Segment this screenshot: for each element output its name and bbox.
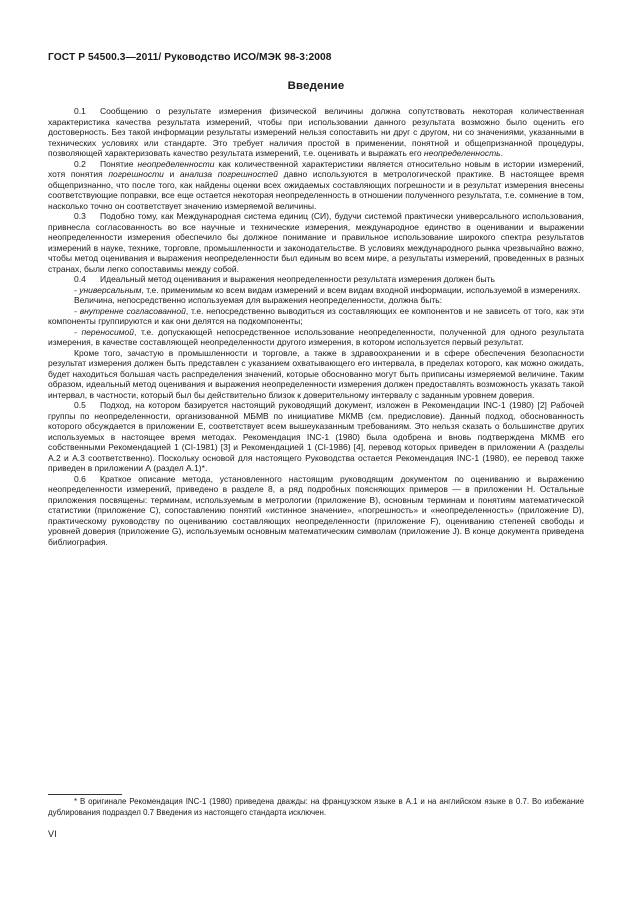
italic-term: погрешности <box>108 169 164 179</box>
clause-number: 0.5 <box>74 400 86 410</box>
italic-term: - переносимой <box>74 326 134 337</box>
clause-number: 0.2 <box>74 158 86 169</box>
italic-term: неопределенности <box>137 158 215 169</box>
italic-term: анализа погрешностей <box>179 169 278 179</box>
paragraph-text: как количественной характеристики является относительно новым в истории измерений, хотя понятия <box>48 158 584 179</box>
paragraph-text: Величина, непосредственно используемая для выражения неопределенности, должна быть: <box>74 295 443 305</box>
paragraph-consistent <box>48 306 584 327</box>
paragraph-0-4 <box>48 274 584 285</box>
paragraph-0-5 <box>48 400 584 474</box>
paragraph-text: и <box>163 169 180 179</box>
paragraph-transferable <box>48 327 584 348</box>
paragraph-text: Идеальный метод оценивания и выражения неопределенности результата измерения должен быть <box>100 274 495 284</box>
italic-term: неопределенность <box>423 148 501 158</box>
paragraph-universal <box>48 285 584 296</box>
paragraph-text: Краткое описание метода, установленного настоящим руководящим документом по оцениванию и выражению неопределенности измерений, приведено в разделе 8, а ряд подробных поясняющих примеров — в приложении Н. Остальные приложения посвящены: терминам, используемым в метрологии (приложение В), основным терминам и понятиям математической статистики (приложение С), сопоставлению понятий «истинное значение», «погрешность» и «неопределенность» (приложение D), практическому руководству по оцениванию составляющих неопределенности (приложение F), оцениванию степеней свободы и уровней доверия (приложение G), используемым основным математическим символам (приложение J). В конце документа приведена библиография. <box>48 473 584 547</box>
clause-number: 0.4 <box>74 274 86 284</box>
paragraph-0-1 <box>48 106 584 159</box>
clause-number: 0.6 <box>74 473 86 484</box>
footnote: * В оригинале Рекомендация INC-1 (1980) приведена дважды: на французском языке в А.1 и на английском языке в 0.7. Во избежание дублирования подраздел 0.7 Введения из настоящего стандарта исключен. <box>48 797 584 817</box>
page-number: VI <box>48 829 58 839</box>
paragraph-0-6 <box>48 474 584 548</box>
italic-term: - универсальным <box>74 284 142 295</box>
paragraph-text: , т.е. допускающей непосредственное использование неопределенности, полученной для одного результата измерения, в качестве составляющей неопределенности другого измерения, в котором используется первый результат. <box>48 326 584 347</box>
clause-number: 0.3 <box>74 211 86 221</box>
paragraph-0-3 <box>48 211 584 274</box>
paragraph-text: Кроме того, зачастую в промышленности и торговле, а также в здравоохранении и в сфере обеспечения безопасности результат измерения должен быть представлен с указанием охватывающего его интервала, в пределах которого, как можно ожидать, будет находиться большая часть распределения значений, которые обоснованно могут быть приписаны измеряемой величине. Таким образом, идеальный метод оценивания и выражения неопределенности измерения должен предоставлять возможность указать такой интервал, в частности, который был бы действительно близок к доверительному интервалу с заданным уровнем доверия. <box>48 347 584 400</box>
section-title: Введение <box>287 80 345 92</box>
paragraph-text: . <box>500 148 504 158</box>
paragraph-text: , т.е. непосредственно выводиться из составляющих ее компонентов и не зависеть от того, как эти компоненты группируются и как они делятся на подкомпоненты; <box>48 305 584 326</box>
paragraph-text: , т.е. применимым ко всем видам измерений и всем видам входной информации, используемой в измерениях. <box>141 284 581 295</box>
paragraph-0-2 <box>48 159 584 212</box>
paragraph-text: давно используются в метрологической практике. В настоящее время общепризнанно, что после того, как найдены оценки всех ожидаемых составляющих погрешности и в результат измерения внесены соответствующие поправки, все еще остается некоторая неопределенность в отношении полученного результата, т.е. сомнение в том, насколько точно он соответствует значению измеряемой величины. <box>48 169 584 211</box>
document-body <box>48 106 584 547</box>
paragraph-interval <box>48 348 584 401</box>
paragraph-text: Подобно тому, как Международная система единиц (СИ), будучи системой практически универсального использования, привнесла согласованность во все научные и технические измерения, международное единство в оценивании и выражении неопределенности измерения обеспечило бы должное понимание и правильное использование широкого спектра результатов измерений в науке, технике, торговле, промышленности и законодательстве. В условиях международного рынка чрезвычайно важно, чтобы метод оценивания и выражения неопределенности был единым во всем мире, а результаты измерений, проведенных в разных странах, были легко сопоставимы между собой. <box>48 211 584 274</box>
italic-term: - внутренне согласованной <box>74 305 186 316</box>
clause-number: 0.1 <box>74 106 86 116</box>
paragraph-text: Подход, на котором базируется настоящий руководящий документ, изложен в Рекомендации INC-1 (1980) [2] Рабочей группы по неопределенности, организованной МБМВ по инициативе МКМВ (см. предисловие). Данный подход, обоснованность которого обсуждается в приложении Е, соответствует всем вышеуказанным требованиям. Это нельзя сказать о большинстве других используемых в настоящее время методах. Рекомендация INC-1 (1980) была одобрена и вновь подтверждена МКМВ его собственными Рекомендацией 1 (CI-1981) [3] и Рекомендацией 1 (CI-1986) [4], перевод которых приведен в приложении А (разделы А.2 и А.3 соответственно). Поскольку основой для настоящего Руководства остается Рекомендация INC-1 (1980), ее перевод также приведен в приложении А (раздел А.1)*. <box>48 400 584 473</box>
paragraph-text: Сообщению о результате измерения физической величины должна сопутствовать некоторая количественная характеристика качества результата измерений, чтобы при использовании данного результата возможно было оценить его достоверность. Без такой информации результаты измерений нельзя сопоставить ни друг с другом, ни со значениями, указанными в технических условиях или стандарте. Это требует наличия простой в применении, понятной и общепризнанной процедуры, позволяющей характеризовать качество результата измерений, т.е. оценивать и выражать его <box>48 106 584 158</box>
paragraph-text: Понятие <box>100 158 138 169</box>
running-header: ГОСТ Р 54500.3—2011/ Руководство ИСО/МЭК 98-3:2008 <box>48 52 332 63</box>
paragraph-quantity <box>48 295 584 306</box>
footnote-separator <box>48 794 122 795</box>
